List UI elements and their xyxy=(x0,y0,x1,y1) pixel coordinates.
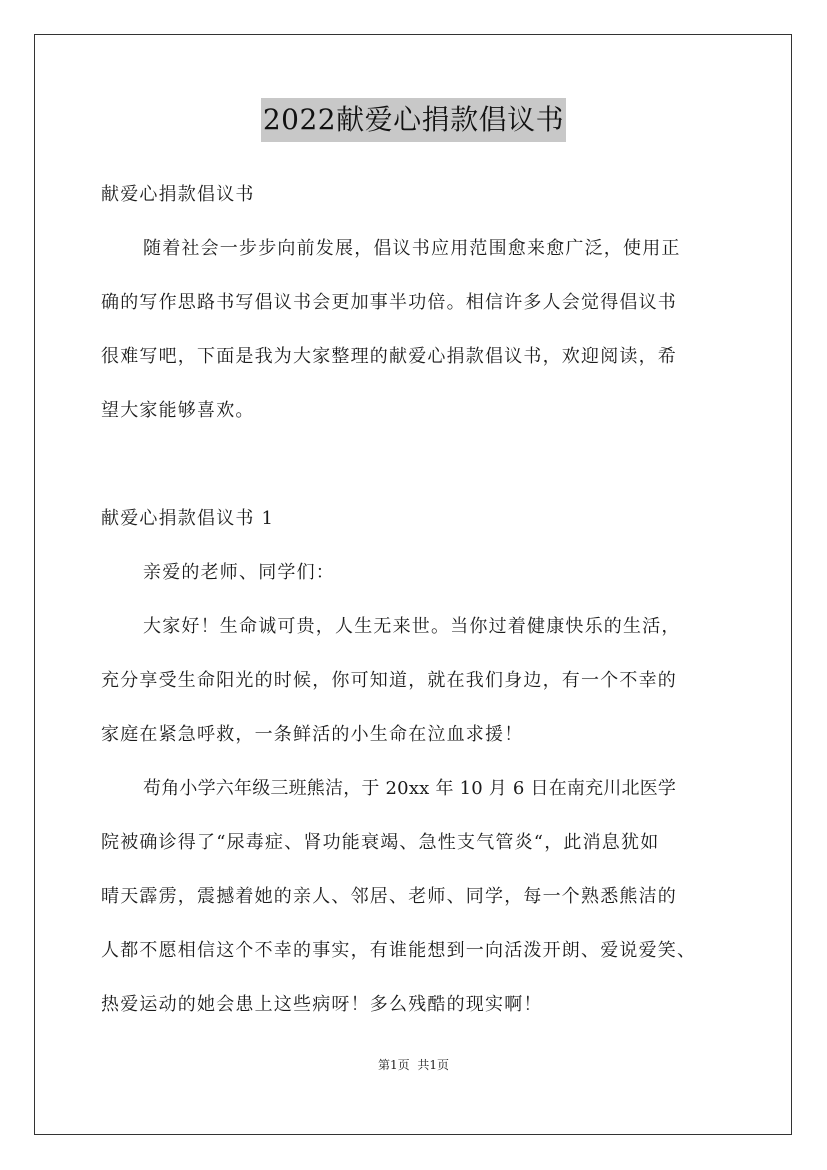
paragraph-line: 大家好！生命诚可贵，人生无来世。当你过着健康快乐的生活， xyxy=(143,616,681,637)
section-heading: 献爱心捐款倡议书 xyxy=(101,184,255,205)
title-container xyxy=(0,98,827,142)
paragraph-line: 人都不愿相信这个不幸的事实，有谁能想到一向活泼开朗、爱说爱笑、 xyxy=(101,940,697,961)
paragraph-line: 晴天霹雳，震撼着她的亲人、邻居、老师、同学，每一个熟悉熊洁的 xyxy=(101,886,677,907)
paragraph-line: 望大家能够喜欢。 xyxy=(101,400,255,421)
paragraph-line: 很难写吧，下面是我为大家整理的献爱心捐款倡议书，欢迎阅读，希 xyxy=(101,346,677,367)
paragraph-line: 苟角小学六年级三班熊洁，于 20xx 年 10 月 6 日在南充川北医学 xyxy=(143,778,677,799)
salutation: 亲爱的老师、同学们： xyxy=(143,562,335,583)
document-body xyxy=(101,168,741,1032)
blank-line xyxy=(101,438,741,492)
paragraph-line: 确的写作思路书写倡议书会更加事半功倍。相信许多人会觉得倡议书 xyxy=(101,292,677,313)
paragraph-line: 随着社会一步步向前发展，倡议书应用范围愈来愈广泛，使用正 xyxy=(143,238,681,259)
document-title: 2022献爱心捐款倡议书 xyxy=(261,98,566,142)
paragraph-line: 家庭在紧急呼救，一条鲜活的小生命在泣血求援！ xyxy=(101,724,524,745)
paragraph-line: 热爱运动的她会患上这些病呀！多么残酷的现实啊！ xyxy=(101,994,543,1015)
section-heading: 献爱心捐款倡议书 1 xyxy=(101,508,275,529)
paragraph-line: 院被确诊得了“尿毒症、肾功能衰竭、急性支气管炎“，此消息犹如 xyxy=(101,832,660,853)
page-footer: 第1页 共1页 xyxy=(377,1058,450,1072)
paragraph-line: 充分享受生命阳光的时候，你可知道，就在我们身边，有一个不幸的 xyxy=(101,670,677,691)
